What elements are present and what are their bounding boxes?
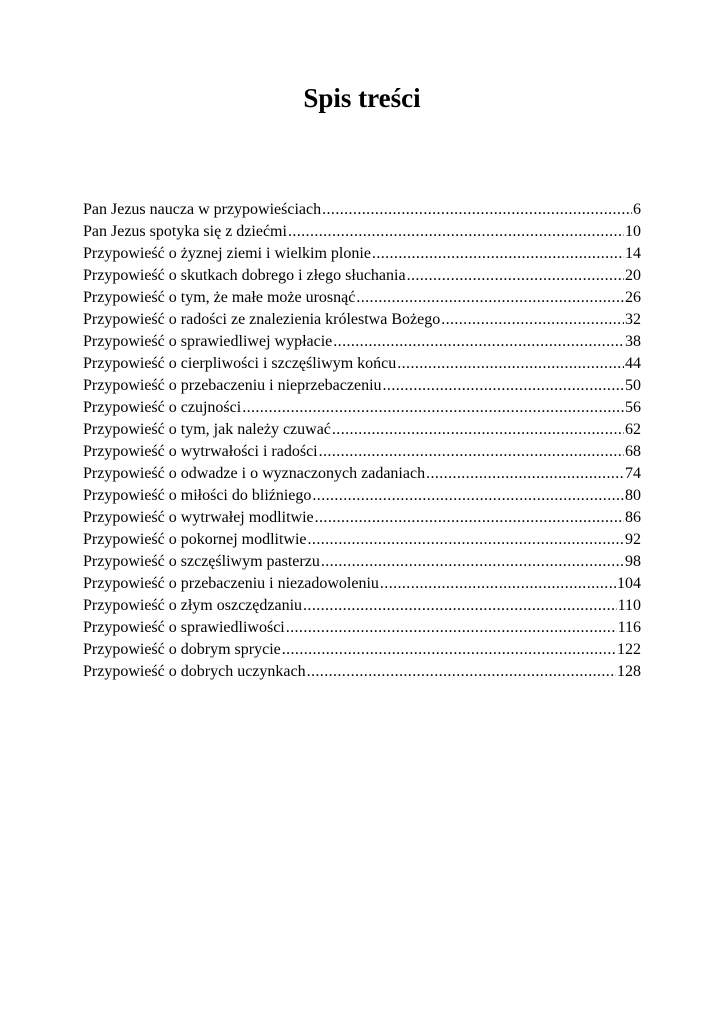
toc-leader-dots [307,661,616,683]
toc-leader-dots [356,287,624,309]
toc-leader-dots [383,375,624,397]
toc-leader-dots [282,639,616,661]
toc-entry-label: Przypowieść o cierpliwości i szczęśliwym końcu [83,355,397,372]
toc-entry-page: 86 [625,509,641,526]
toc-entry-page: 14 [625,245,641,262]
toc-entry [83,485,641,507]
toc-entry [83,507,641,529]
toc-entry-label: Przypowieść o szczęśliwym pasterzu [83,553,320,570]
toc-entry [83,639,641,661]
toc-leader-dots [319,441,624,463]
toc-entry-page: 44 [625,355,641,372]
toc-leader-dots [242,397,624,419]
toc-entry-label: Przypowieść o sprawiedliwej wypłacie [83,333,333,350]
toc-entry-label: Przypowieść o skutkach dobrego i złego słuchania [83,267,406,284]
toc-entry [83,441,641,463]
toc-entry-label: Przypowieść o sprawiedliwości [83,619,285,636]
toc-leader-dots [407,265,624,287]
toc-entry-page: 116 [617,619,641,636]
toc-entry-label: Pan Jezus naucza w przypowieściach [83,201,322,218]
toc-leader-dots [333,331,624,353]
toc-entry-label: Przypowieść o odwadze i o wyznaczonych zadaniach [83,465,426,482]
toc-entry-page: 98 [625,553,641,570]
toc-entry [83,617,641,639]
toc-leader-dots [426,463,624,485]
toc-entry-page: 10 [625,223,641,240]
toc-entry [83,331,641,353]
toc-entry-page: 122 [617,641,641,658]
toc-entry-label: Przypowieść o miłości do bliźniego [83,487,312,504]
toc-leader-dots [303,595,617,617]
toc-entry [83,463,641,485]
toc-entry [83,353,641,375]
page-title: Spis treści [303,83,421,113]
toc-leader-dots [332,419,624,441]
toc-entry-page: 92 [625,531,641,548]
toc-entry [83,243,641,265]
toc-entry [83,573,641,595]
toc-entry [83,309,641,331]
toc-entry-page: 74 [625,465,641,482]
toc-entry-label: Przypowieść o czujności [83,399,242,416]
toc-entry-page: 80 [625,487,641,504]
toc-entry-label: Przypowieść o pokornej modlitwie [83,531,307,548]
toc-entry [83,419,641,441]
toc-entry-page: 104 [617,575,641,592]
toc-entry-page: 68 [625,443,641,460]
toc-entry-page: 32 [625,311,641,328]
toc-entry [83,595,641,617]
toc-entry [83,199,641,221]
toc-entry-page: 26 [625,289,641,306]
toc-entry-label: Przypowieść o radości ze znalezienia królestwa Bożego [83,311,441,328]
toc-entry [83,661,641,683]
toc-entry [83,221,641,243]
toc-entry-page: 56 [625,399,641,416]
toc-entry-page: 50 [625,377,641,394]
toc-entry-label: Przypowieść o tym, że małe może urosnąć [83,289,356,306]
toc-entry-label: Przypowieść o dobrych uczynkach [83,663,306,680]
toc-entry [83,375,641,397]
toc-leader-dots [288,221,624,243]
toc-leader-dots [286,617,617,639]
toc-entry-page: 62 [625,421,641,438]
toc-entry-label: Przypowieść o żyznej ziemi i wielkim plonie [83,245,371,262]
toc-entry-label: Przypowieść o wytrwałości i radości [83,443,318,460]
toc-entry-page: 128 [617,663,641,680]
toc-entry [83,397,641,419]
toc-entry-page: 38 [625,333,641,350]
toc-entry-label: Przypowieść o wytrwałej modlitwie [83,509,314,526]
toc-leader-dots [322,199,632,221]
toc-leader-dots [315,507,624,529]
toc-leader-dots [308,529,624,551]
toc-entry-label: Przypowieść o przebaczeniu i niezadowoleniu [83,575,379,592]
toc-entry-label: Pan Jezus spotyka się z dziećmi [83,223,287,240]
toc-entry-label: Przypowieść o złym oszczędzaniu [83,597,303,614]
toc-entry [83,529,641,551]
toc-leader-dots [397,353,624,375]
toc-leader-dots [441,309,624,331]
toc-entry [83,551,641,573]
toc-entry-page: 6 [633,201,641,218]
toc-leader-dots [372,243,624,265]
toc-leader-dots [380,573,616,595]
toc-entry-label: Przypowieść o przebaczeniu i nieprzebaczeniu [83,377,382,394]
toc-leader-dots [312,485,624,507]
toc-entry-label: Przypowieść o dobrym sprycie [83,641,281,658]
toc-leader-dots [321,551,624,573]
toc-entry-page: 110 [617,597,641,614]
toc-entry [83,265,641,287]
toc-entry [83,287,641,309]
table-of-contents [83,199,641,683]
toc-entry-page: 20 [625,267,641,284]
toc-entry-label: Przypowieść o tym, jak należy czuwać [83,421,331,438]
